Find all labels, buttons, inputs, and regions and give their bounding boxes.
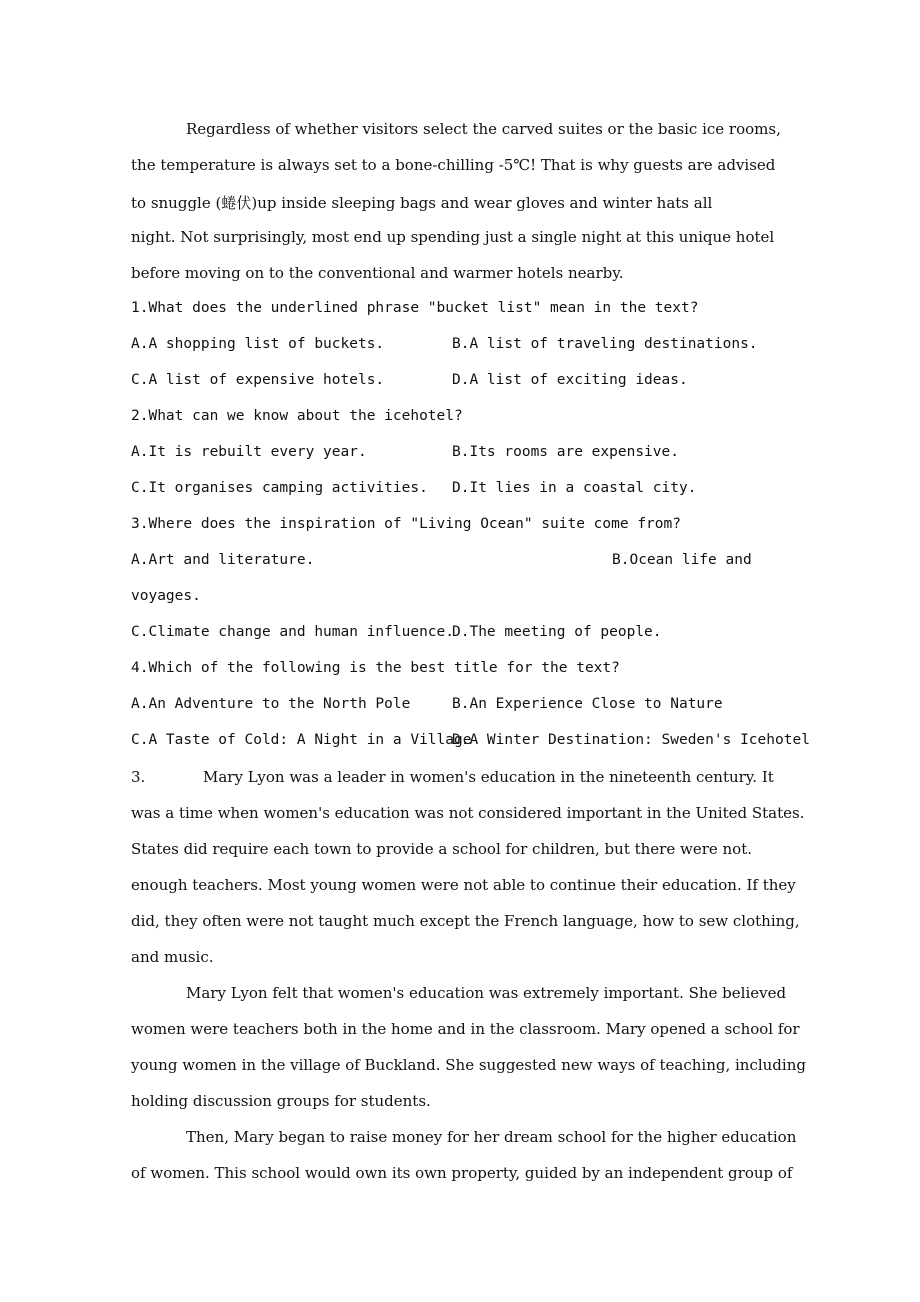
option-b: B.An Experience Close to Nature xyxy=(452,696,723,712)
option-b: B.A list of traveling destinations. xyxy=(452,336,758,352)
option-d: D.The meeting of people. xyxy=(452,624,662,640)
passage-line: holding discussion groups for students. xyxy=(131,1092,431,1110)
option-d: D.It lies in a coastal city. xyxy=(452,480,697,496)
passage-line: to snuggle (蜷伏)up inside sleeping bags and wear gloves and winter hats all xyxy=(131,194,713,212)
passage-line: enough teachers. Most young women were not able to continue their education. If they xyxy=(131,876,796,894)
option-d: D.A Winter Destination: Sweden's Icehotel xyxy=(452,732,810,748)
passage-line: did, they often were not taught much except the French language, how to sew clothing, xyxy=(131,912,800,930)
option-a: A.It is rebuilt every year. xyxy=(131,444,367,460)
option-b: B.Its rooms are expensive. xyxy=(452,444,679,460)
passage-number: 3. xyxy=(131,768,146,786)
passage-line: women were teachers both in the home and in the classroom. Mary opened a school for xyxy=(131,1020,800,1038)
passage-line: and music. xyxy=(131,948,214,966)
passage-line: was a time when women's education was not considered important in the United States. xyxy=(131,804,805,822)
passage-line: the temperature is always set to a bone-chilling -5℃! That is why guests are advised xyxy=(131,156,776,174)
option-b-continued: voyages. xyxy=(131,588,201,604)
option-a: A.An Adventure to the North Pole xyxy=(131,696,411,712)
passage-line: States did require each town to provide a school for children, but there were not. xyxy=(131,840,753,858)
option-c: C.It organises camping activities. xyxy=(131,480,428,496)
option-d: D.A list of exciting ideas. xyxy=(452,372,688,388)
question-stem: 1.What does the underlined phrase "bucket list" mean in the text? xyxy=(131,300,699,316)
question-stem: 4.Which of the following is the best title for the text? xyxy=(131,660,620,676)
option-c: C.A list of expensive hotels. xyxy=(131,372,385,388)
passage-line: Mary Lyon felt that women's education was extremely important. She believed xyxy=(186,984,787,1002)
question-stem: 3.Where does the inspiration of "Living Ocean" suite come from? xyxy=(131,516,681,532)
passage-line: Then, Mary began to raise money for her dream school for the higher education xyxy=(186,1128,797,1146)
passage-line: young women in the village of Buckland. She suggested new ways of teaching, including xyxy=(131,1056,806,1074)
passage-line: before moving on to the conventional and warmer hotels nearby. xyxy=(131,264,624,282)
passage-line: of women. This school would own its own property, guided by an independent group of xyxy=(131,1164,793,1182)
option-c: C.Climate change and human influence. xyxy=(131,624,455,640)
option-a: A.A shopping list of buckets. xyxy=(131,336,385,352)
passage-line: Mary Lyon was a leader in women's education in the nineteenth century. It xyxy=(203,768,774,786)
option-b: B.Ocean life and xyxy=(612,552,752,568)
passage-line: night. Not surprisingly, most end up spending just a single night at this unique hotel xyxy=(131,228,775,246)
option-c: C.A Taste of Cold: A Night in a Village xyxy=(131,732,472,748)
option-a: A.Art and literature. xyxy=(131,552,315,568)
question-stem: 2.What can we know about the icehotel? xyxy=(131,408,463,424)
passage-line: Regardless of whether visitors select the carved suites or the basic ice rooms, xyxy=(186,120,781,138)
